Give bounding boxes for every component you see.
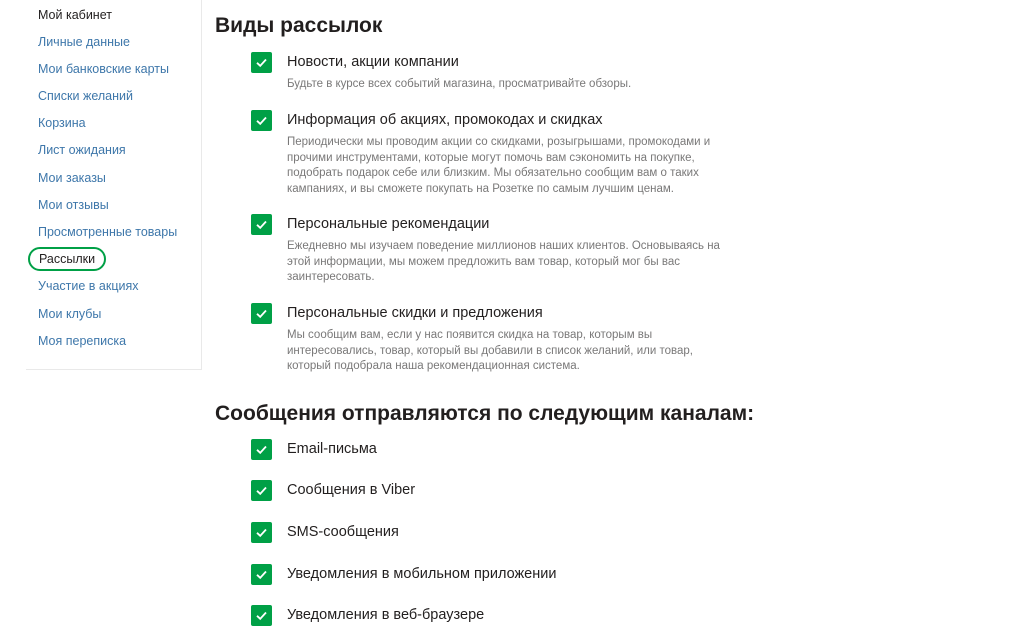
option-label: Новости, акции компании xyxy=(287,54,459,70)
sidebar-item-my-account[interactable]: Мой кабинет xyxy=(38,8,112,22)
recommendations-checkbox[interactable] xyxy=(251,214,272,235)
checkmark-icon xyxy=(254,442,269,457)
sidebar-item-promotions[interactable]: Участие в акциях xyxy=(38,279,139,293)
personal-discounts-checkbox[interactable] xyxy=(251,303,272,324)
checkmark-icon xyxy=(254,113,269,128)
option-label: Уведомления в веб-браузере xyxy=(287,607,485,623)
sidebar-item-viewed-products[interactable]: Просмотренные товары xyxy=(38,225,178,239)
option-description: Периодически мы проводим акции со скидками, розыгрышами, промокодами и прочими инструментами, которые могут помочь вам сэкономить на покупке, подобрать подарок себе или близким. Мы обязательно сообщим вам о таких кампаниях, и вы сможете покупать на Розетке по самым лучшим ценам. xyxy=(287,136,711,195)
channels-title: Сообщения отправляются по следующим каналам: xyxy=(215,402,755,425)
sidebar-item-mailings[interactable]: Рассылки xyxy=(28,247,106,271)
mailing-types-title: Виды рассылок xyxy=(215,14,383,37)
option-description: Мы сообщим вам, если у нас появится скидка на товар, которым вы интересовались, товар, который вы добавили в список желаний, или товар, который подобрала наша рекомендационная система. xyxy=(287,329,693,372)
account-sidebar xyxy=(26,0,202,370)
web-browser-checkbox[interactable] xyxy=(251,605,272,626)
checkmark-icon xyxy=(254,217,269,232)
sidebar-item-orders[interactable]: Мои заказы xyxy=(38,171,106,185)
sidebar-item-reviews[interactable]: Мои отзывы xyxy=(38,198,109,212)
checkmark-icon xyxy=(254,525,269,540)
checkmark-icon xyxy=(254,55,269,70)
option-label: Персональные рекомендации xyxy=(287,216,490,232)
checkmark-icon xyxy=(254,483,269,498)
checkmark-icon xyxy=(254,608,269,623)
sidebar-item-bank-cards[interactable]: Мои банковские карты xyxy=(38,62,169,76)
sidebar-item-cart[interactable]: Корзина xyxy=(38,116,86,130)
option-label: Email-письма xyxy=(287,441,377,457)
option-description: Будьте в курсе всех событий магазина, просматривайте обзоры. xyxy=(287,78,632,90)
viber-checkbox[interactable] xyxy=(251,480,272,501)
option-label: SMS-сообщения xyxy=(287,524,399,540)
sidebar-item-wishlists[interactable]: Списки желаний xyxy=(38,89,133,103)
sidebar-item-personal-data[interactable]: Личные данные xyxy=(38,35,130,49)
sidebar-item-waitlist[interactable]: Лист ожидания xyxy=(38,143,126,157)
sms-checkbox[interactable] xyxy=(251,522,272,543)
news-checkbox[interactable] xyxy=(251,52,272,73)
sidebar-item-clubs[interactable]: Мои клубы xyxy=(38,307,102,321)
promotions-checkbox[interactable] xyxy=(251,110,272,131)
checkmark-icon xyxy=(254,306,269,321)
option-label: Уведомления в мобильном приложении xyxy=(287,566,557,582)
option-label: Персональные скидки и предложения xyxy=(287,305,543,321)
option-description: Ежедневно мы изучаем поведение миллионов наших клиентов. Основываясь на этой информации, мы можем предложить вам товар, который мог бы вас заинтересовать. xyxy=(287,240,720,283)
mobile-app-checkbox[interactable] xyxy=(251,564,272,585)
checkmark-icon xyxy=(254,567,269,582)
email-checkbox[interactable] xyxy=(251,439,272,460)
sidebar-item-correspondence[interactable]: Моя переписка xyxy=(38,334,127,348)
option-label: Информация об акциях, промокодах и скидках xyxy=(287,112,603,128)
option-label: Сообщения в Viber xyxy=(287,482,416,498)
